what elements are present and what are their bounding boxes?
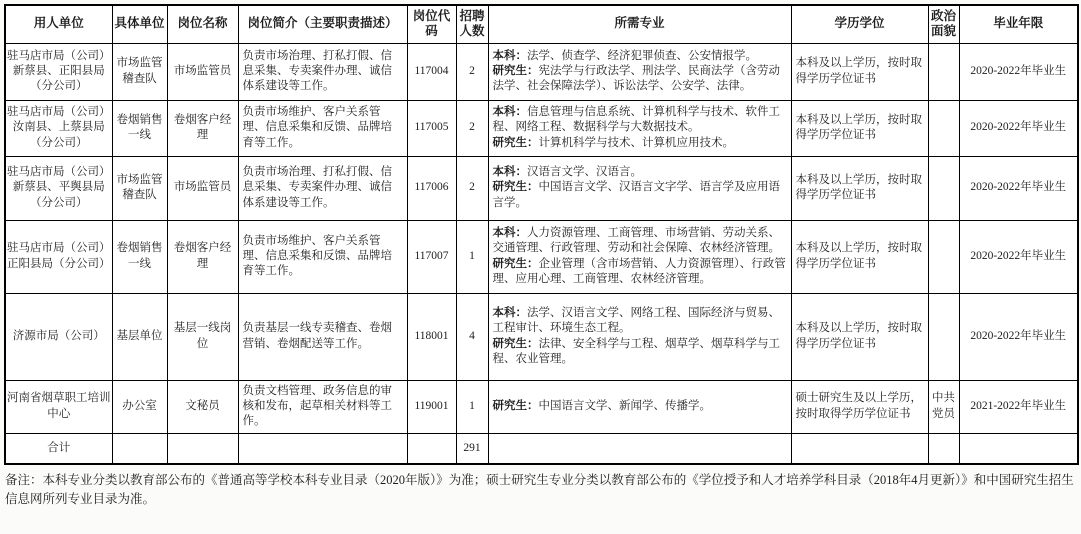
- employer-cell: 河南省烟草职工培训中心: [5, 380, 112, 433]
- column-header-degree: 学历学位: [791, 5, 928, 43]
- column-header-employer: 用人单位: [5, 5, 112, 43]
- major-list: 中国语言文学、新闻学、传播学。: [538, 399, 711, 412]
- degree-cell: 硕士研究生及以上学历，按时取得学历学位证书: [791, 380, 928, 433]
- description-cell: 负责市场治理、打私打假、信息采集、专卖案件办理、诚信体系建设等工作。: [238, 43, 407, 100]
- empty-cell: [167, 433, 238, 464]
- total-row: [5, 433, 1078, 464]
- empty-cell: [112, 433, 167, 464]
- political-cell: [928, 156, 959, 220]
- major-list: 中国语言文学、汉语言文字学、语言学及应用语言学。: [492, 181, 780, 209]
- major-group: [493, 165, 787, 180]
- count-cell: 2: [456, 43, 488, 100]
- count-cell: 4: [456, 293, 488, 380]
- table-row: [5, 100, 1078, 156]
- table-row: [5, 380, 1078, 433]
- empty-cell: [238, 433, 407, 464]
- table-row: [5, 293, 1078, 380]
- major-list: 宪法学与行政法学、刑法学、民商法学（含劳动法学、社会保障法学）、诉讼法学、公安学、法律。: [492, 64, 780, 93]
- major-group: [493, 105, 787, 135]
- majors-cell: [488, 293, 791, 380]
- code-cell: 117005: [407, 100, 456, 156]
- column-header-count: 招聘人数: [456, 5, 488, 43]
- major-level-label: 研究生：: [492, 399, 539, 412]
- major-level-label: 本科：: [492, 307, 527, 320]
- column-header-political: 政治面貌: [928, 5, 959, 43]
- position-cell: 市场监管员: [167, 43, 238, 100]
- unit-cell: 市场监管稽查队: [112, 156, 167, 220]
- code-cell: 117004: [407, 43, 456, 100]
- employer-cell: 驻马店市局（公司）新蔡县、正阳县局（分公司）: [5, 43, 112, 100]
- major-group: [493, 337, 787, 367]
- grad-year-cell: 2020-2022年毕业生: [959, 43, 1078, 100]
- political-cell: [928, 293, 959, 380]
- major-list: 汉语言文学、汉语言。: [527, 166, 642, 179]
- major-level-label: 研究生：: [492, 136, 539, 149]
- grad-year-cell: 2020-2022年毕业生: [959, 100, 1078, 156]
- major-group: [493, 226, 787, 256]
- political-cell: [928, 43, 959, 100]
- major-group: [493, 49, 787, 64]
- description-cell: 负责市场维护、客户关系管理、信息采集和反馈、品牌培育等工作。: [238, 100, 407, 156]
- column-header-description: 岗位简介（主要职责描述）: [238, 5, 407, 43]
- majors-cell: [488, 100, 791, 156]
- count-cell: 1: [456, 380, 488, 433]
- description-cell: 负责市场维护、客户关系管理、信息采集和反馈、品牌培育等工作。: [238, 220, 407, 293]
- empty-cell: [407, 433, 456, 464]
- major-group: [493, 136, 787, 151]
- footnote: 备注：本科专业分类以教育部公布的《普通高等学校本科专业目录（2020年版）》为准；硕士研究生专业分类以教育部公布的《学位授予和人才培养学科目录（2018年4月更新）》和中国研究生招生信息网所列专业目录为准。: [5, 473, 1074, 507]
- major-level-label: 研究生：: [492, 337, 539, 350]
- major-list: 企业管理（含市场营销、人力资源管理）、行政管理、应用心理、工商管理、农林经济管理。: [492, 257, 786, 285]
- degree-cell: 本科及以上学历，按时取得学历学位证书: [791, 100, 928, 156]
- unit-cell: 办公室: [112, 380, 167, 433]
- empty-cell: [928, 433, 959, 464]
- column-header-position: 岗位名称: [167, 5, 238, 43]
- political-cell: 中共党员: [928, 380, 959, 433]
- major-level-label: 本科：: [492, 106, 527, 119]
- column-header-unit: 具体单位: [112, 5, 167, 43]
- table-row: [5, 220, 1078, 293]
- major-level-label: 研究生：: [492, 64, 539, 77]
- empty-cell: [791, 433, 928, 464]
- table-row: [5, 43, 1078, 100]
- position-cell: 市场监管员: [167, 156, 238, 220]
- count-cell: 2: [456, 100, 488, 156]
- count-cell: 1: [456, 220, 488, 293]
- count-cell: 2: [456, 156, 488, 220]
- major-list: 法律、安全科学与工程、烟草学、烟草科学与工程、农业管理。: [492, 337, 780, 365]
- description-cell: 负责基层一线专卖稽查、卷烟营销、卷烟配送等工作。: [238, 293, 407, 380]
- unit-cell: 卷烟销售一线: [112, 100, 167, 156]
- major-group: [493, 64, 787, 94]
- position-cell: 基层一线岗位: [167, 293, 238, 380]
- code-cell: 118001: [407, 293, 456, 380]
- major-level-label: 研究生：: [492, 181, 539, 194]
- major-list: 计算机科学与技术、计算机应用技术。: [538, 136, 734, 149]
- grad-year-cell: 2020-2022年毕业生: [959, 156, 1078, 220]
- majors-cell: [488, 43, 791, 100]
- code-cell: 117007: [407, 220, 456, 293]
- column-header-grad-year: 毕业年限: [959, 5, 1078, 43]
- majors-cell: [488, 156, 791, 220]
- table-row: [5, 156, 1078, 220]
- major-list: 法学、侦查学、经济犯罪侦查、公安情报学。: [527, 49, 757, 62]
- major-list: 信息管理与信息系统、计算机科学与技术、软件工程、网络工程、数据科学与大数据技术。: [492, 106, 780, 134]
- grad-year-cell: 2020-2022年毕业生: [959, 220, 1078, 293]
- total-count-cell: 291: [456, 433, 488, 464]
- degree-cell: 本科及以上学历，按时取得学历学位证书: [791, 293, 928, 380]
- empty-cell: [488, 433, 791, 464]
- employer-cell: 驻马店市局（公司）汝南县、上蔡县局（分公司）: [5, 100, 112, 156]
- position-cell: 文秘员: [167, 380, 238, 433]
- position-cell: 卷烟客户经理: [167, 100, 238, 156]
- major-list: 人力资源管理、工商管理、市场营销、劳动关系、交通管理、行政管理、劳动和社会保障、农林经济管理。: [492, 227, 780, 255]
- position-cell: 卷烟客户经理: [167, 220, 238, 293]
- header-row: [5, 5, 1078, 43]
- majors-cell: [488, 380, 791, 433]
- column-header-majors: 所需专业: [488, 5, 791, 43]
- political-cell: [928, 100, 959, 156]
- description-cell: 负责文档管理、政务信息的审核和发布，起草相关材料等工作。: [238, 380, 407, 433]
- employer-cell: 驻马店市局（公司）新蔡县、平舆县局（分公司）: [5, 156, 112, 220]
- grad-year-cell: 2021-2022年毕业生: [959, 380, 1078, 433]
- employer-cell: 济源市局（公司）: [5, 293, 112, 380]
- unit-cell: 基层单位: [112, 293, 167, 380]
- job-table: [4, 4, 1079, 465]
- degree-cell: 本科及以上学历，按时取得学历学位证书: [791, 156, 928, 220]
- code-cell: 119001: [407, 380, 456, 433]
- job-table-body: [5, 43, 1078, 464]
- degree-cell: 本科及以上学历，按时取得学历学位证书: [791, 43, 928, 100]
- empty-cell: [959, 433, 1078, 464]
- total-label-cell: 合计: [5, 433, 112, 464]
- unit-cell: 卷烟销售一线: [112, 220, 167, 293]
- code-cell: 117006: [407, 156, 456, 220]
- grad-year-cell: 2020-2022年毕业生: [959, 293, 1078, 380]
- unit-cell: 市场监管稽查队: [112, 43, 167, 100]
- major-level-label: 本科：: [492, 49, 527, 62]
- degree-cell: 本科及以上学历，按时取得学历学位证书: [791, 220, 928, 293]
- major-group: [493, 306, 787, 336]
- employer-cell: 驻马店市局（公司）正阳县局（分公司）: [5, 220, 112, 293]
- major-level-label: 研究生：: [492, 257, 539, 270]
- major-group: [493, 257, 787, 287]
- majors-cell: [488, 220, 791, 293]
- description-cell: 负责市场治理、打私打假、信息采集、专卖案件办理、诚信体系建设等工作。: [238, 156, 407, 220]
- political-cell: [928, 220, 959, 293]
- column-header-code: 岗位代码: [407, 5, 456, 43]
- major-level-label: 本科：: [492, 166, 527, 179]
- major-level-label: 本科：: [492, 227, 527, 240]
- major-list: 法学、汉语言文学、网络工程、国际经济与贸易、工程审计、环境生态工程。: [492, 307, 780, 335]
- major-group: [493, 180, 787, 210]
- major-group: [493, 399, 787, 414]
